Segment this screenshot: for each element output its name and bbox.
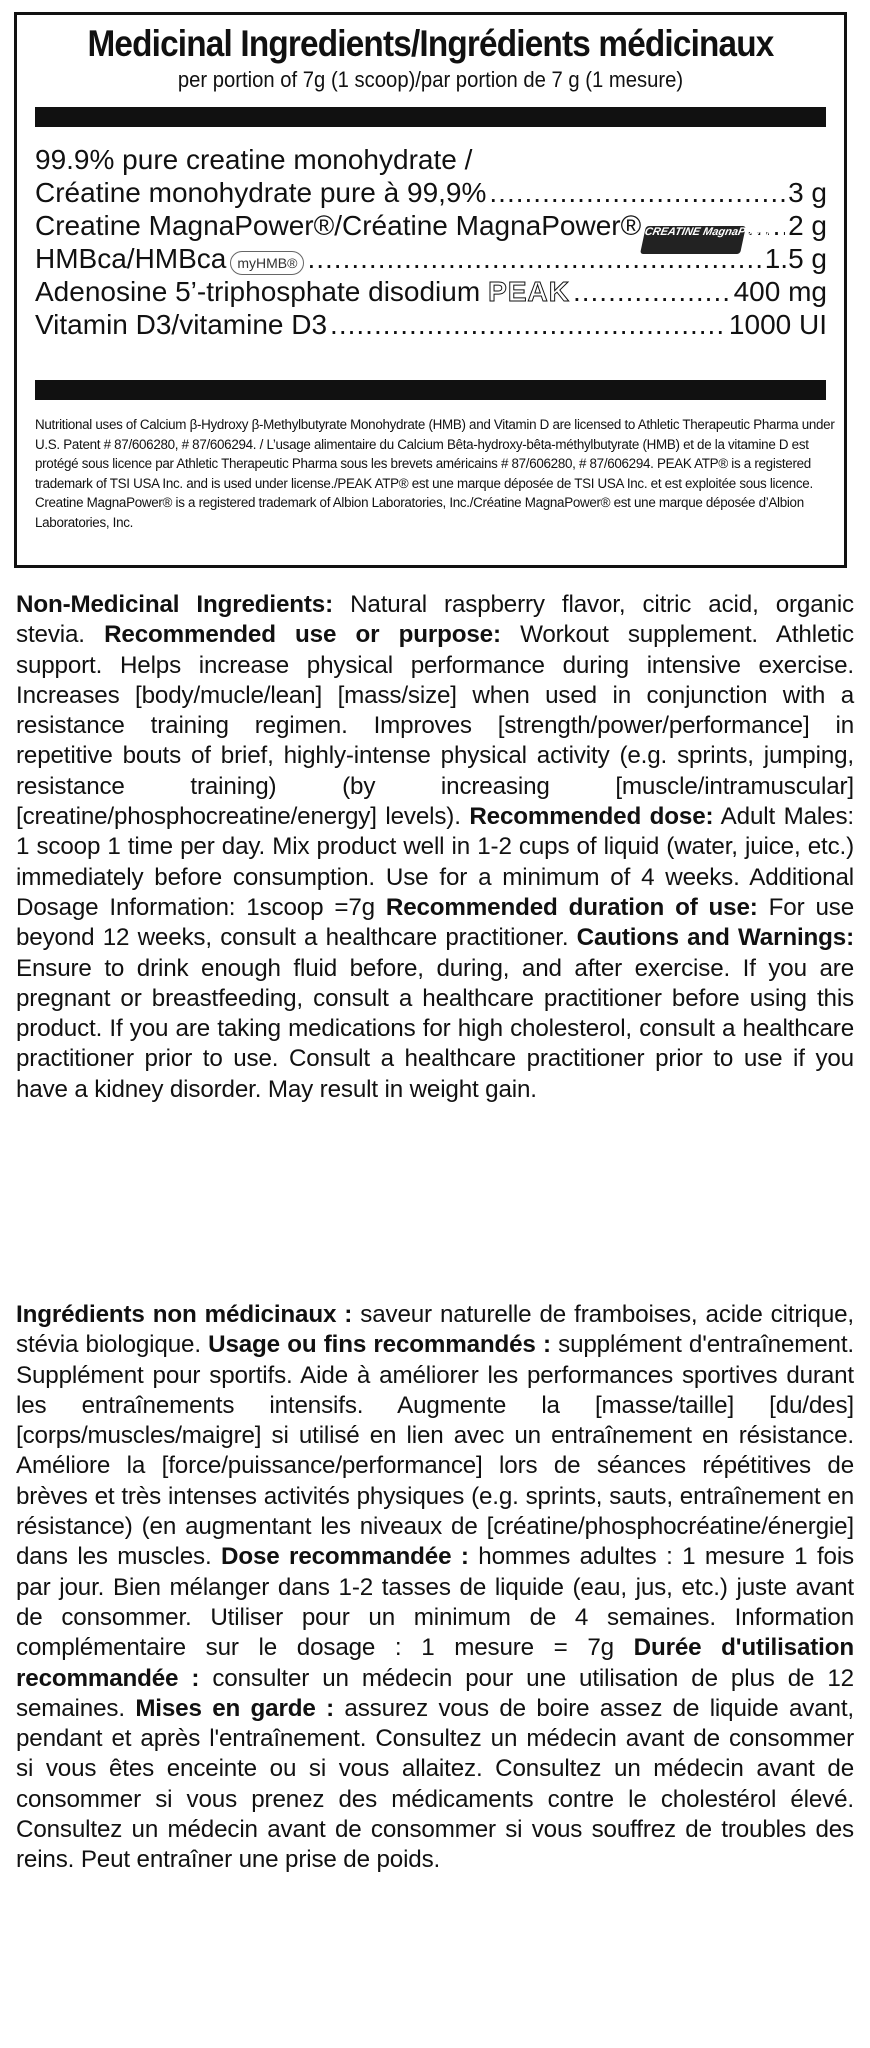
ingredient-label: 99.9% pure creatine monohydrate / (35, 144, 473, 175)
section-heading: Durée d'utilisation recommandée : (16, 1634, 854, 1692)
ingredient-row (35, 143, 827, 176)
section-text: Ensure to drink enough fluid before, during, and after exercise. If you are pregnant or breastfeeding, consult a healthcare practitioner before using this product. If you are taking medications for high cholesterol, consult a healthcare practitioner prior to use. Consult a healthcare practitioner prior to use if you have a kidney disorder. May result in weight gain. (16, 954, 854, 1103)
panel-subtitle: per portion of 7g (1 scoop)/par portion de 7 g (1 mesure) (177, 67, 684, 92)
license-fine-print: Nutritional uses of Calcium β-Hydroxy β-Methylbutyrate Monohydrate (HMB) and Vitamin D are licensed to Athletic Therapeutic Pharma under U.S. Patent # 87/606280, # 87/606294. / L’usage alimentaire du Calcium Bêta-hydroxy-bêta-méthylbutyrate (HMB) et de la vitamine D est protégé sous licence par Athletic Therapeutic Pharma sous les brevets américains # 87/606280, # 87/606294. PEAK ATP® is a registered trademark of TSI USA Inc. and is used under license./PEAK ATP® est une marque déposée de TSI USA Inc. et est exploitée sous licence. Creatine MagnaPower® is a registered trademark of Albion Laboratories, Inc./Créatine MagnaPower® est une marque déposée d’Albion Laboratories, Inc. (35, 417, 835, 530)
section-text: Adult Males: 1 scoop 1 time per day. Mix product well in 1-2 cups of liquid (water, juice, etc.) immediately before consumption. Use for a minimum of 4 weeks. Additional Dosage Information: 1scoop =7g (16, 803, 854, 921)
divider-bar-top (35, 107, 826, 127)
section-heading: Recommended duration of use: (385, 893, 758, 921)
section-heading: Non-Medicinal Ingredients: (16, 591, 334, 618)
section-heading: Mises en garde : (135, 1694, 334, 1722)
section-text: assurez vous de boire assez de liquide avant, pendant et après l'entraînement. Consultez un médecin avant de consommer si vous êtes enceinte ou si vous allaitez. Consultez un médecin avant de consommer si vous prenez des médicaments contre le cholestérol élevé. Consultez un médecin avant de consommer si vous souffrez de troubles des reins. Peut entraîner une prise de poids. (16, 1694, 854, 1874)
ingredient-label: Creatine MagnaPower®/Créatine MagnaPower® (35, 210, 642, 241)
dot-leader (489, 176, 785, 209)
english-directions (16, 590, 854, 1105)
ingredient-label: Vitamin D3/vitamine D3 (35, 309, 328, 340)
divider-bar-bottom (35, 380, 826, 400)
ingredient-label: HMBca/HMBca (35, 243, 227, 274)
ingredient-amount: 1.5 g (764, 243, 827, 274)
ingredient-row (35, 308, 827, 341)
panel-title: Medicinal Ingredients/Ingrédients médicinaux (87, 23, 774, 64)
ingredient-amount: 3 g (788, 177, 827, 208)
medicinal-ingredients-panel (14, 12, 847, 568)
section-text: saveur naturelle de framboises, acide citrique, stévia biologique. (16, 1301, 855, 1359)
section-text: For use beyond 12 weeks, consult a healthcare practitioner. (16, 893, 854, 952)
section-heading: Usage ou fins recommandés : (208, 1331, 551, 1359)
section-heading: Cautions and Warnings: (576, 924, 854, 952)
dot-leader (573, 275, 731, 308)
ingredient-row (35, 176, 827, 209)
ingredient-label: Adenosine 5’-triphosphate disodium (35, 276, 481, 307)
french-directions (16, 1300, 854, 1876)
section-text: consulter un médecin pour une utilisation de plus de 12 semaines. (16, 1664, 854, 1722)
section-text: supplément d'entraînement. Supplément pour sportifs. Aide à améliorer les performances sportives durant les entraînements intensifs. Augmente la [masse/taille] [du/des] [corps/muscles/maigre] si utilisé en lien avec un entraînement en résistance. Améliore la [force/puissance/performance] lors de séances répétitives de brèves et très intenses activités physiques (e.g. sprints, sauts, entraînement en résistance) (en augmentant les niveaux de [créatine/phosphocréatine/énergie] dans les muscles. (16, 1331, 854, 1571)
section-text: hommes adultes : 1 mesure 1 fois par jour. Bien mélanger dans 1-2 tasses de liquide (eau, jus, etc.) juste avant de consommer. Utiliser pour un minimum de 4 semaines. Information complémentaire sur le dosage : 1 mesure = 7g (16, 1543, 854, 1662)
creatine-magnapower-logo: CREATINE MagnaPower (640, 226, 746, 254)
ingredient-amount: 1000 UI (728, 309, 827, 340)
section-heading: Ingrédients non médicinaux : (16, 1301, 353, 1328)
ingredient-amount: 400 mg (733, 276, 827, 307)
peak-logo: PEAK (488, 276, 570, 307)
dot-leader (330, 308, 726, 341)
myhmb-logo: myHMB® (230, 251, 304, 275)
section-heading: Recommended dose: (469, 803, 714, 831)
section-text: Workout supplement. Athletic support. Helps increase physical performance during intensive exercise. Increases [body/mucle/lean] [mass/size] when used in conjunction with a resistance training regimen. Improves [strength/power/performance] in repetitive bouts of brief, highly-intense physical activity (e.g. sprints, jumping, resistance training) (by increasing [muscle/intramuscular] [creatine/phosphocreatine/energy] levels). (16, 621, 854, 831)
section-text: Natural raspberry flavor, citric acid, organic stevia. (16, 591, 854, 649)
ingredient-row (35, 275, 827, 308)
ingredient-label: Créatine monohydrate pure à 99,9% (35, 177, 487, 208)
ingredient-amount: 2 g (788, 210, 827, 241)
section-heading: Dose recommandée : (221, 1543, 469, 1571)
section-heading: Recommended use or purpose: (104, 621, 501, 649)
ingredient-list (35, 143, 827, 341)
ingredient-row (35, 209, 827, 242)
